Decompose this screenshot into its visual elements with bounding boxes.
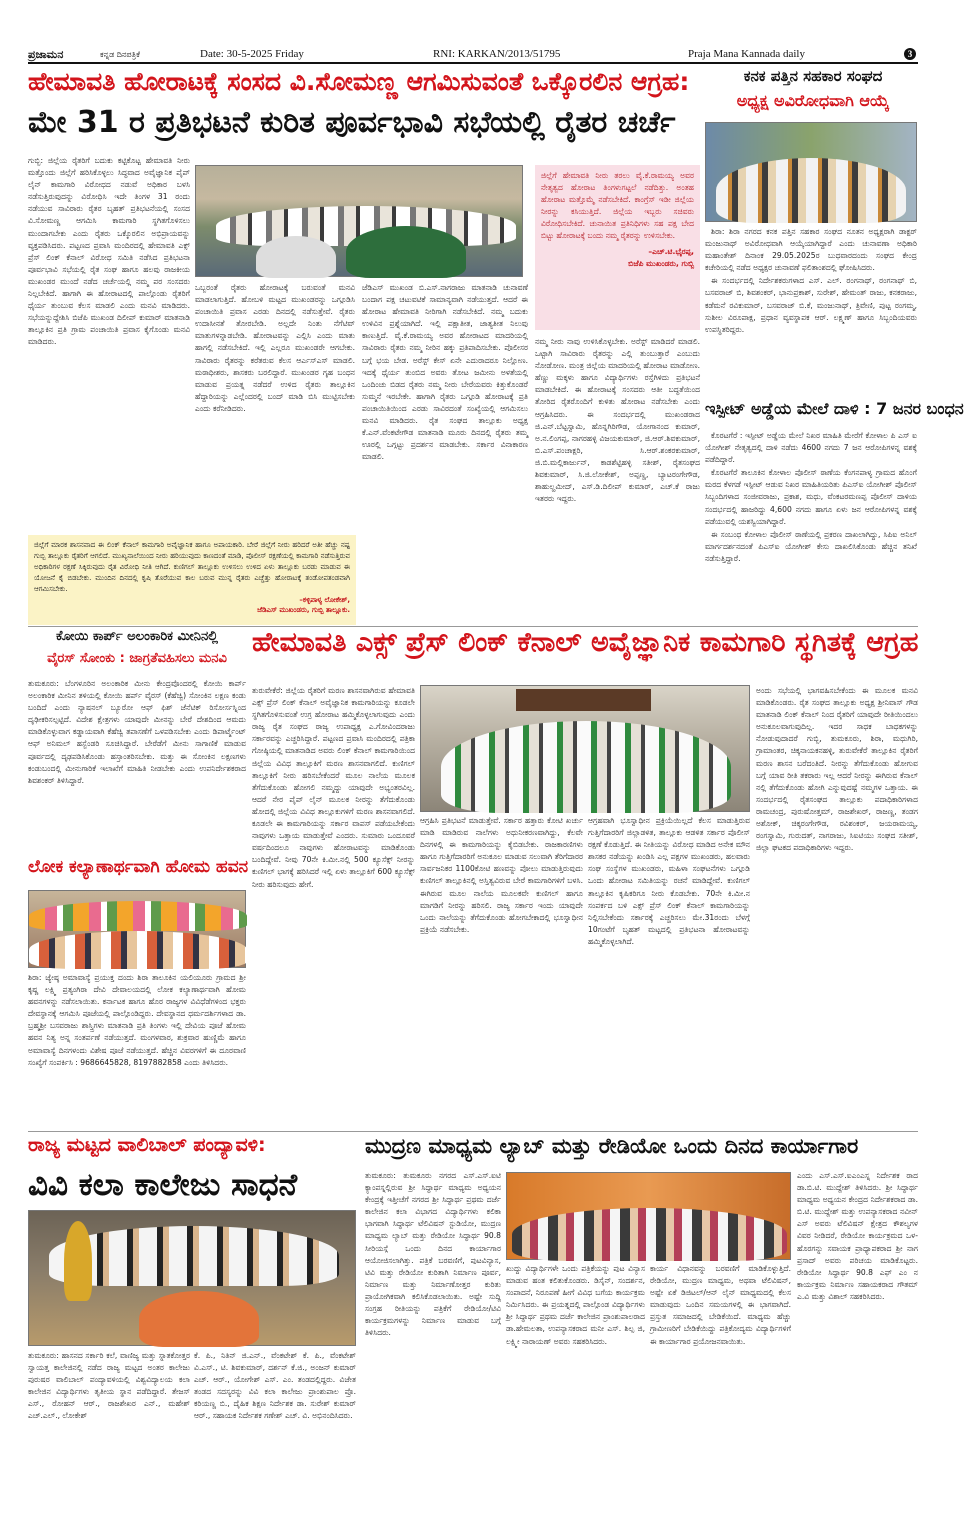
paper-logo: ಪ್ರಜಾಮನ [28,48,64,61]
raid-headline: ಇಸ್ಪೀಟ್ ಅಡ್ಡೆಯ ಮೇಲೆ ದಾಳಿ : 7 ಜನರ ಬಂಧನ [705,399,964,418]
kanaka-para-1: ಶಿರಾ: ಶಿರಾ ನಗರದ ಕನಕ ಪತ್ತಿನ ಸಹಕಾರ ಸಂಘದ ನೂತನ ಅಧ್ಯಕ್ಷರಾಗಿ ಡಾಕ್ಟರ್ ಮಂಜುನಾಥ್ ಅವಿರೋಧವಾಗಿ ಆಯ್ಕೆಯಾಗಿದ್ದಾರೆ ಎಂದು ಚುನಾವಣಾ ಅಧಿಕಾರಿ ಮಹಾಂತೇಶ್ ದಿನಾಂಕ 29.05.2025ರ ಬುಧವಾರದಂದು ಸಂಘದ ಕೇಂದ್ರ ಕಚೇರಿಯಲ್ಲಿ ನಡೆದ ಅಧ್ಯಕ್ಷರ ಚುನಾವಣೆ ಫಲಿತಾಂಶದಲ್ಲಿ ಘೋಷಿಸಿದರು. [705,227,917,273]
quote-byline-name: –ಎಚ್.ಟಿ.ಭೈರಪ್ಪ, [648,247,694,256]
canal-headline: ಹೇಮಾವತಿ ಎಕ್ಸ್ ಪ್ರೆಸ್ ಲಿಂಕ್ ಕೆನಾಲ್ ಅವೈಜ್ಞಾನಿಕ ಕಾಮಗಾರಿ ಸ್ಥಗಿತಕ್ಕೆ ಆಗ್ರಹ [252,627,919,658]
lead-column-4: ನಮ್ಮ ನೀರು ನಾವು ಉಳಿಸಿಕೊಳ್ಳಬೇಕು. ಅರೆಸ್ಟ್ ಮಾಡಿದರೆ ಮಾಡಲಿ. ಒಟ್ಟಾಗಿ ಸಾವಿರಾರು ರೈತರನ್ನು ಎಲ್ಲಿ ತುಂಬುತ್ತಾರೆ ಎಂಬುದು ನೋಡೋಣ. ಮಂತ್ರ ಜಿಲ್ಲೆಯ ಮಾದರಿಯಲ್ಲಿ ಹೋರಾಟ ಮಾಡೋಣ. ಹೆಣ್ಣು ಮಕ್ಕಳು ಹಾಗೂ ವಿದ್ಯಾರ್ಥಿಗಳು ರಸ್ತೆಗಿಳಿದು ಪ್ರತಿಭಟನೆ ಮಾಡಬೇಕಿದೆ. ಈ ಹೋರಾಟಕ್ಕೆ ಸಂಸದರು ಆತೀ ಬದ್ಧತೆಯಿಂದ ತೋರಿದ ರೈತರೊಂದಿಗೆ ಕುಳಿತು ಹೋರಾಟ ನಡೆಸಬೇಕು ಎಂದು ಆಗ್ರಹಿಸಿದರು. ಈ ಸಂದರ್ಭದಲ್ಲಿ ಮುಖಂಡರಾದ ಜಿ.ಎನ್.ಬೆಟ್ಟಸ್ವಾಮಿ, ಹೊನ್ನಗಿರಿಗೌಡ, ಯೋಗಾನಂದ ಕುಮಾರ್, ಅ.ನ.ಲಿಂಗಪ್ಪ, ನಾಗರಹಳ್ಳಿ ವಿಜಯಕುಮಾರ್, ಜಿ.ಆರ್.ಶಿವಕುಮಾರ್, ಬಿ.ಎಸ್.ಪಂಚಾಕ್ಷರಿ, ಸಿ.ಆರ್.ಶಂಕರಕುಮಾರ್, ಜಿ.ಬಿ.ಮಲ್ಲಿಕಾರ್ಜುನ್, ಕಾಡಶೆಟ್ಟಿಹಳ್ಳಿ ಸತೀಶ್, ರೈತಸಂಘದ ಶಿವಕುಮಾರ್, ಸಿ.ಜಿ.ಲೋಕೇಶ್, ಅಪ್ಪಣ್ಣ, ಬ್ಯಾಟರಂಗೇಗೌಡ, ಶಾಹುಲ್ಹಮೀದ್, ಎಸ್.ಡಿ.ದಿಲೀಪ್ ಕುಮಾರ್, ಎಚ್.ಕೆ ರಾಜು ಇತರರು ಇದ್ದರು. [535,337,700,504]
volley-photo-team-trophy [28,1210,356,1346]
homa-body: ಶಿರಾ: ಜ್ಯೇಷ್ಠ ಅಮಾವಾಸ್ಯೆ ಪ್ರಯುಕ್ತ ದಂದು ಶಿರಾ ತಾಲೂಕಿನ ಯಲಿಯೂರು ಗ್ರಾಮದ ಶ್ರೀ ಕೃಷ್ಣ ಲಕ್ಷ್ಮಿ ಪ್ರತ್ಯಂಗಿರಾ ದೇವಿ ದೇವಾಲಯದಲ್ಲಿ ಲೋಕ ಕಲ್ಯಾಣಾರ್ಥವಾಗಿ ಹೋಮ ಹವನಗಳನ್ನು ನಡೆಸಲಾಯಿತು. ಕರ್ನಾಟಕ ಹಾಗೂ ಹೊರ ರಾಜ್ಯಗಳ ವಿವಿಧೆಡೆಗಳಿಂದ ಭಕ್ತರು ದೇವಸ್ಥಾನಕ್ಕೆ ಆಗಮಿಸಿ ಪೂಜೆಯಲ್ಲಿ ಪಾಲ್ಗೊಂಡಿದ್ದರು. ದೇವಸ್ಥಾನದ ಧರ್ಮದರ್ಶಿಗಳಾದ ಡಾ. ಬ್ರಹ್ಮಶ್ರೀ ಬಸವರಾಜು ಶಾಸ್ತ್ರಿಗಳು ಮಾತನಾಡಿ ಪ್ರತಿ ತಿಂಗಳು ಇಲ್ಲಿ ದೇವಿಯ ಪೂಜೆ ಹೋಮ ಹವನ ನಿತ್ಯ ಅನ್ನ ಸಂತರ್ಪಣೆ ನಡೆಯುತ್ತದೆ. ಮಂಗಳವಾರ, ಶುಕ್ರವಾರ ಹುಣ್ಣಿಮೆ ಹಾಗೂ ಅಮಾವಾಸ್ಯೆ ದಿನಗಳಂದು ವಿಶೇಷ ಪೂಜೆ ನಡೆಯುತ್ತದೆ. ಹೆಚ್ಚಿನ ವಿವರಗಳಿಗೆ ಈ ದೂರವಾಣಿ ಸಂಖ್ಯೆಗೆ ಸಂಪರ್ಕಿಸಿ : 9686645828, 8197882858 ಎಂದು ತಿಳಿಸಿದರು. [28,973,246,1067]
lead-column-3: ಜೆಡಿಎಸ್ ಮುಖಂಡ ಬಿ.ಎಸ್.ನಾಗರಾಜು ಮಾತನಾಡಿ ಚುನಾವಣೆ ಬಂದಾಗ ಪಕ್ಷ ಚಟುವಟಿಕೆ ಸಾಮಾನ್ಯವಾಗಿ ನಡೆಯುತ್ತದೆ. ಆದರೆ ಈ ಹೋರಾಟ ಹೇಮಾವತಿ ನೀರಿಗಾಗಿ ನಡೆಸಬೇಕಿದೆ. ನಮ್ಮ ಬದುಕು ಉಳಿವಿನ ಪ್ರಶ್ನೆಯಾಗಿದೆ. ಇಲ್ಲಿ ಪಕ್ಷಾತೀತ, ಜಾತ್ಯತೀತ ನಿಲುವು ಕಾಣುತ್ತಿದೆ. ವೈ.ಕೆ.ರಾಮಯ್ಯ ಅವರ ಹೋರಾಟದ ಮಾದರಿಯಲ್ಲಿ ಸಾವಿರಾರು ರೈತರು ನಮ್ಮ ನೀರಿನ ಹಕ್ಕು ಪ್ರತಿಪಾದಿಸಬೇಕು. ಪೊಲೀಸರ ಬಗ್ಗೆ ಭಯ ಬೇಡ. ಅರೆಸ್ಟ್ ಕೇಸ್ ಏನೇ ಎದುರಾದರೂ ನಿಲ್ಲೋಣ. ಇದಕ್ಕೆ ಧೈರ್ಯ ತುಂಬಿದ ಅವರು ತೋಟ ಜಮೀನು ಅಳತೆಯಲ್ಲಿ ಒಂದಿಂಚು ಬಿಡದ ರೈತರು ನಮ್ಮ ನೀರು ಬೇರೆಯವರು ಕಿತ್ತುಕೊಂಡರೆ ಸುಮ್ಮನೆ ಇರಬೇಕೇ. ಹಾಗಾಗಿ ರೈತರು ಒಗ್ಗೂಡಿ ಹೋರಾಟಕ್ಕೆ ಪ್ರತಿ ಪಂಚಾಯಿತಿಯಿಂದ ಎರಡು ಸಾವಿರದಂತೆ ಸಂಖ್ಯೆಯಲ್ಲಿ ಆಗಮಿಸಲು ಮನವಿ ಮಾಡಿದರು. ರೈತ ಸಂಘದ ತಾಲ್ಲೂಕು ಅಧ್ಯಕ್ಷ ಕೆ.ಎನ್.ವೆಂಕಟೇಗೌಡ ಮಾತನಾಡಿ ಮೂರು ದಿನದಲ್ಲಿ ರೈತರು ತಮ್ಮ ಊರಲ್ಲಿ ಒಗ್ಗಟ್ಟು ಪ್ರದರ್ಶನ ಮಾಡಬೇಕು. ಸರ್ಕಾರ ವಿನಾಕಾರಣ ಮಾಡಲಿ. [362,283,528,462]
volley-column-2: ಕೆ. ಪಿ., ನಿತಿನ್ ಜಿ.ಎನ್., ವೆಂಕಟೇಶ್ ಕೆ. ಪಿ., ವೆಂಕಟೇಶ್ ವಿ.ಎಸ್., ಟಿ. ಶಿವಕುಮಾರ್, ದರ್ಶನ್ ಕೆ.ಜಿ., ಅಂಜನ್ ಕುಮಾರ್ ಎಚ್. ಆರ್., ಯೋಗೇಶ್ ಎಸ್. ಎಂ. ತಂಡದಲ್ಲಿದ್ದರು. ವಿಜೇತ ತಂಡದ ಸದಸ್ಯರನ್ನು ವಿವಿ ಕಲಾ ಕಾಲೇಜು ಪ್ರಾಂಶುಪಾಲ ಪ್ರೊ. ಕರಿಯಣ್ಣ ಬಿ., ದೈಹಿಕ ಶಿಕ್ಷಣ ನಿರ್ದೇಶಕ ಡಾ. ಸುರೇಶ್ ಕುಮಾರ್ ಆರ್., ಸಹಾಯಕ ನಿರ್ದೇಶಕ ಗಣೇಶ್ ಎಚ್. ವಿ. ಅಭಿನಂದಿಸಿದರು. [194,1351,356,1421]
volley-kicker: ರಾಜ್ಯ ಮಟ್ಟದ ವಾಲಿಬಾಲ್ ಪಂದ್ಯಾವಳಿ: [28,1134,266,1156]
raid-para-1: ಕೊರಟಗೆರೆ : ಇಸ್ಪೀಟ್ ಅಡ್ಡೆಯ ಮೇಲೆ ನಿಖರ ಮಾಹಿತಿ ಮೇರೆಗೆ ಕೋಳಾಲ ಪಿ ಎಸ್ ಐ ಯೋಗೀಶ್ ನೇತೃತ್ವದಲ್ಲಿ ದಾಳಿ ನಡೆದು 4600 ನಗದು 7 ಜನ ಆರೋಪಿಗಳನ್ನ ವಶಕ್ಕೆ ಪಡೆದಿದ್ದಾರೆ. [705,431,917,465]
raid-para-3: ಈ ಸಂಬಂಧ ಕೋಳಾಲ ಪೊಲೀಸ್ ಠಾಣೆಯಲ್ಲಿ ಪ್ರಕರಣ ದಾಖಲಾಗಿದ್ದು, ಸಿಪಿಐ ಅನಿಲ್ ಮಾರ್ಗದರ್ಶನದಂತೆ ಪಿಎಸ್ಐ ಯೋಗೀಶ್ ಕೇಸು ದಾಖಲಿಸಿಕೊಂಡು ಹೆಚ್ಚಿನ ತನಿಖೆ ನಡೆಸುತ್ತಿದ್ದಾರೆ. [705,529,917,563]
lead-photo-farmers-meeting [195,165,523,277]
quote-box-bhairappa [535,165,700,330]
masthead [28,48,918,64]
lead-kicker: ಹೇಮಾವತಿ ಹೋರಾಟಕ್ಕೆ ಸಂಸದ ವಿ.ಸೋಮಣ್ಣ ಆಗಮಿಸುವಂತೆ ಒಕ್ಕೊರಲಿನ ಆಗ್ರಹ: [28,67,690,96]
koi-subtitle: ವೈರಸ್ ಸೋಂಕು : ಜಾಗ್ರತೆವಹಿಸಲು ಮನವಿ [47,651,227,666]
media-column-1: ತುಮಕೂರು: ತುಮಕೂರು ನಗರದ ಎಸ್.ಎಸ್.ಐಟಿ ಕ್ಯಾಂಪಸ್ನಲ್ಲಿರುವ ಶ್ರೀ ಸಿದ್ಧಾರ್ಥ ಮಾಧ್ಯಮ ಅಧ್ಯಯನ ಕೇಂದ್ರಕ್ಕೆ ಇತ್ತೀಚೆಗೆ ನಗರದ ಶ್ರೀ ಸಿದ್ಧಾರ್ಥ ಪ್ರಥಮ ದರ್ಜೆ ಕಾಲೇಜಿನ ಕಲಾ ವಿಭಾಗದ ವಿದ್ಯಾರ್ಥಿಗಳು ಕಲಿಕಾ ಭಾಗವಾಗಿ ಸಿದ್ಧಾರ್ಥ ಟೆಲಿವಿಷನ್ ಸ್ಟುಡಿಯೋ, ಮುದ್ರಣ ಮಾಧ್ಯಮ ಲ್ಯಾಬ್ ಮತ್ತು ರೇಡಿಯೋ ಸಿದ್ಧಾರ್ಥ 90.8 ಸೀರಿಯಸ್ಗೆ ಒಂದು ದಿನದ ಕಾರ್ಯಾಗಾರ ಆಯೋಜಿಸಲಾಗಿತ್ತು. ಪತ್ರಿಕೆ ಬರವಣಿಗೆ, ಪುಟವಿನ್ಯಾಸ, ಟಿವಿ ಮತ್ತು ರೇಡಿಯೋ ಕುರಿತಾಗಿ ನಿರ್ಮಾಣ ಪೂರ್ವ, ನಿರ್ಮಾಣ ಮತ್ತು ನಿರ್ಮಾಣೋತ್ತರ ಕುರಿತು ಪ್ರಾಯೋಗಿಕವಾಗಿ ಕಲಿಸಿಕೊಡಲಾಯಿತು. ಅಷ್ಟೇ ಸುದ್ದಿ ಸಂಗ್ರಹ ರೀತಿಯನ್ನು ಪತ್ರಿಕೆಗೆ ರೇಡಿಯೋ/ಟಿವಿ ಕಾರ್ಯಕ್ರಮಗಳನ್ನು ನಿರ್ಮಾಣ ಮಾಡುವ ಬಗ್ಗೆ ತಿಳಿಸಿದರು. [365,1171,501,1338]
canal-column-3: ಆಗ್ರಹವಾಗಿ ಭೂಸ್ವಾಧೀನ ಪ್ರಕ್ರಿಯೆಯಿಲ್ಲದೆ ಕೆಲಸ ಮಾಡುತ್ತಿರುವ ಗುತ್ತಿಗೆದಾರರಿಗೆ ಜಿಲ್ಲಾಡಳಿತ, ತಾಲ್ಲೂಕು ಆಡಳಿತ ಸರ್ಕಾರ ಪೊಲೀಸ್ ರಕ್ಷಣೆ ಕೊಡುತ್ತಿದೆ. ಈ ನೀತಿಯನ್ನು ವಿರೋಧ ಮಾಡಿದ ಅನೇಕ ಮೌನ ಶಾಸಕರ ನಡೆಯನ್ನು ಖಂಡಿಸಿ ಎಲ್ಲ ಪಕ್ಷಗಳ ಮುಖಂಡರು, ಹಲವಾರು ಸಂಘ ಸಂಸ್ಥೆಗಳ ಮುಖಂಡರು, ಮಹಿಳಾ ಸಂಘಟನೆಗಳು ಒಗ್ಗೂಡಿ ಒಂದು ಹೋರಾಟ ಸಮಿತಿಯನ್ನು ರಚನೆ ಮಾಡಿದ್ದೇವೆ. ಕುಣಿಗಲ್ ತಾಲ್ಲೂಕಿನ ಕೃಷಿಕರಿಗೂ ನೀರು ಕೊಡಬೇಕು. 70ನೇ ಕಿ.ಮೀ.ನ ಸಂಪರ್ಕದ ಬಳಿ ಎಕ್ಸ್ ಪ್ರೆಸ್ ಲಿಂಕ್ ಕೆನಾಲ್ ಕಾಮಗಾರಿಯನ್ನು ನಿಲ್ಲಿಸಬೇಕೆಂದು ಸರ್ಕಾರಕ್ಕೆ ಎಚ್ಚರಿಸಲು ಮೇ.31ರಂದು ಬೆಳಗ್ಗೆ 10ಗಂಟೆಗೆ ಬೃಹತ್ ಮಟ್ಟದಲ್ಲಿ ಪ್ರತಿಭಟನಾ ಹೋರಾಟವನ್ನು ಹಮ್ಮಿಕೊಳ್ಳಲಾಗಿದೆ. [588,816,750,946]
quote-box-lokesh [28,535,356,625]
kanaka-para-2: ಈ ಸಂದರ್ಭದಲ್ಲಿ ನಿರ್ದೇಶಕರುಗಳಾದ ಎಸ್. ಎಲ್. ರಂಗನಾಥ್, ರಂಗನಾಥ್ ಬಿ, ಬಸವರಾಜ್ ಬಿ, ಶಿವಶಂಕರ್, ಭಾನುಪ್ರಕಾಶ್, ಸುರೇಶ್, ಹೇಮಂತ್ ರಾಜು, ಕನಕರಾಜು, ಕಡೆಮನೆ ರವಿಕುಮಾರ್, ಬಸವರಾಜ್ ಬಿ.ಕೆ, ಮಂಜುನಾಥ್, ತ್ರಿವೇಣಿ, ಪುಟ್ಟ ರಂಗಮ್ಮ, ಸುಶೀಲ ವಿರೂಪಾಕ್ಷ, ಪ್ರಧಾನ ವ್ಯವಸ್ಥಾಪಕ ಆರ್. ಲಕ್ಷ್ಮಣ್ ಹಾಗೂ ಸಿಬ್ಬಂದಿಯವರು ಉಪಸ್ಥಿತರಿದ್ದರು. [705,276,917,334]
issue-date: Date: 30-5-2025 Friday [200,48,304,60]
koi-title: ಕೋಯಿ ಕಾರ್ಪ್ ಅಲಂಕಾರಿಕ ಮೀನಿನಲ್ಲಿ [55,629,219,644]
lead-column-1: ಗುಬ್ಬಿ: ಜಿಲ್ಲೆಯ ರೈತರಿಗೆ ಬದುಕು ಕಟ್ಟಿಕೊಟ್ಟ ಹೇಮಾವತಿ ನೀರು ಮತ್ತೊಂದು ಜಿಲ್ಲೆಗೆ ಹರಿಸಿಕೊಳ್ಳಲು ಸಿದ್ಧವಾದ ಅವೈಜ್ಞಾನಿಕ ಪೈಪ್ ಲೈನ್ ಕಾಮಗಾರಿ ವಿರೋಧದ ನಡುವೆ ಅಧಿಕಾರ ಬಳಸಿ ನಡೆಸುತ್ತಿರುವುದನ್ನು ವಿರೋಧಿಸಿ ಇದೇ ತಿಂಗಳ 31 ರಂದು ನಡೆಯುವ ಸಾವಿರಾರು ರೈತರ ಬೃಹತ್ ಪ್ರತಿಭಟನೆಯಲ್ಲಿ ಸಂಸದ ವಿ.ಸೋಮಣ್ಣ ಆಗಮಿಸಿ ಕಾಮಗಾರಿ ಸ್ಥಗಿತಗೊಳಿಸಲು ಮುಂದಾಗಬೇಕು ಎಂದು ರೈತರು ಒಕ್ಕೊರಲಿನ ಅಭಿಪ್ರಾಯವನ್ನು ವ್ಯಕ್ತಪಡಿಸಿದರು. ಪಟ್ಟಣದ ಪ್ರವಾಸಿ ಮಂದಿರದಲ್ಲಿ ಹೇಮಾವತಿ ಎಕ್ಸ್ ಪ್ರೆಸ್ ಲಿಂಕ್ ಕೆನಾಲ್ ವಿರೋಧ ಸಮಿತಿ ನಡೆಸಿದ ಪ್ರತಿಭಟನಾ ಪೂರ್ವಭಾವಿ ಸಭೆಯಲ್ಲಿ ರೈತ ಸಂಘ ಹಾಗೂ ಹಲವು ರಾಜಕೀಯ ಮುಖಂಡರ ಮುಂದೆ ನಡೆದ ಚರ್ಚೆಯಲ್ಲಿ ನಮ್ಮ ಪರ ಸಂಸದರು ನಿಲ್ಲಬೇಕಿದೆ. ಹಾಗಾಗಿ ಈ ಹೋರಾಟದಲ್ಲಿ ಪಾಲ್ಗೊಂಡು ರೈತರಿಗೆ ಧೈರ್ಯ ತುಂಬುವ ಕೆಲಸ ಮಾಡಲಿ ಎಂದು ಮನವಿ ಮಾಡಿದರು. ಸಭೆಯನ್ನುದ್ದೇಶಿಸಿ ಬಿಜೆಪಿ ಮುಖಂಡ ದಿಲೀಪ್ ಕುಮಾರ್ ಮಾತನಾಡಿ ತಾಲ್ಲೂಕಿನ ಪ್ರತಿ ಗ್ರಾಮ ಪಂಚಾಯಿತಿ ಪ್ರವಾಸ ಕೈಗೊಂಡು ಮನವಿ ಮಾಡಿದರು. [28,156,190,347]
quote-byline-role: ಜೆಡಿಎಸ್ ಮುಖಂಡರು, ಗುಬ್ಬಿ ತಾಲ್ಲೂಕು. [257,606,350,614]
media-photo-workshop [506,1172,791,1260]
homa-photo-procession [28,890,246,968]
kanaka-photo-garlanded-members [705,122,917,222]
media-column-3: ಕಾರ್ಯ ವಿಧಾನವನ್ನು ಬರವಣಿಗೆ ಮಾಡಿಕೊಳ್ಳುತ್ತಿದೆ. ರೇಡಿಯೋ, ಮುದ್ರಣ ಮಾಧ್ಯಮ, ಅಥವಾ ಟೆಲಿವಿಷನ್, ಅಷ್ಟೇ ಏಕೆ ಡಿಜಿಟಲ್/ಆನ್ ಲೈನ್ ಮಾಧ್ಯಮದಲ್ಲಿ ಕೆಲಸ ಮಾಡುವುದು ಒಂದಿನ ಸಮಯಗಳಲ್ಲಿ ಈ ಭಾಗವಾಗಿದೆ. ಪ್ರಸ್ತುತ ಸಮಾಜದಲ್ಲಿ ಬೇಡಿಕೆಯಿದೆ. ಮಾಧ್ಯಮ ಹೆಚ್ಚು ಗ್ರಾಮೀಣರಿಗೆ ಬೇಡಿಕೆಯಿದ್ದು ಪತ್ರಿಕೋದ್ಯಮ ವಿದ್ಯಾರ್ಥಿಗಳಿಗೆ ಈ ಕಾರ್ಯಾಗಾರ ಪ್ರಯೋಜನವಾಯಿತು. [650,1264,791,1346]
paper-tagline: ಕನ್ನಡ ದಿನಪತ್ರಿಕೆ [100,50,141,59]
quote-text: ಜಿಲ್ಲೆಗೆ ಮಾರಕ ಶಾಸನವಾದ ಈ ಲಿಂಕ್ ಕೆನಾಲ್ ಕಾಮಗಾರಿ ಅವೈಜ್ಞಾನಿಕ ಹಾಗೂ ಅಪಾಯಕಾರಿ. ಬೇರೆ ಜಿಲ್ಲೆಗೆ ನೀರು ಹರಿದರೆ ಅತೀ ಹೆಚ್ಚು ನಷ್ಟ ಗುಬ್ಬಿ ತಾಲ್ಲೂಕು ರೈತರಿಗೆ ಆಗಲಿದೆ. ಮುಖ್ಯನಾಲೆಯಿಂದ ನೀರು ಹರಿಯುವುದು ಕಾಣದಂತೆ ಮಾಡಿ, ಪೊಲೀಸ್ ರಕ್ಷಣೆಯಲ್ಲಿ ಕಾಮಗಾರಿ ನಡೆಸುತ್ತಿರುವ ಅಧಿಕಾರಿಗಳ ರಕ್ಷಣೆ ಸಿಕ್ಕಿರುವುದು ರೈತ ವಿರೋಧಿ ನೀತಿ ಆಗಿದೆ. ಕುಣಿಗಲ್ ತಾಲ್ಲೂಕು ಉಳಿಸಲು ಉಳಿದ ಏಳು ತಾಲ್ಲೂಕು ಬರಡು ಮಾಡುವ ಈ ಯೋಜನೆ ಕೈ ಬಿಡಬೇಕು. ಮುಂದಿನ ದಿನದಲ್ಲಿ ಕೃಷಿ ತೊರೆಯುವ ಕಾಲ ಬರುವ ಮುನ್ನ ರೈತರು ಎಚ್ಚೆತ್ತು ಹೋರಾಟಕ್ಕೆ ತಂಡೋಪತಂಡವಾಗಿ ಆಗಮಿಸಬೇಕು. [34,541,350,593]
quote-text: ಜಿಲ್ಲೆಗೆ ಹೇಮಾವತಿ ನೀರು ತರಲು ವೈ.ಕೆ.ರಾಮಯ್ಯ ಅವರ ನೇತೃತ್ವದ ಹೋರಾಟ ತಿಂಗಳುಗಟ್ಟಲೆ ನಡೆದಿತ್ತು. ಅಂತಹ ಹೋರಾಟ ಮತ್ತೊಮ್ಮೆ ನಡೆಸಬೇಕಿದೆ. ಕಾಂಗ್ರೆಸ್ ಇಡೀ ಜಿಲ್ಲೆಯ ನೀರನ್ನು ಕಸಿಯುತ್ತಿದೆ. ಜಿಲ್ಲೆಯ ಇಬ್ಬರು ಸಚಿವರು ವಿರೋಧಿಸಬೇಕಿದೆ. ಚುನಾಯಿತ ಪ್ರತಿನಿಧಿಗಳು ಸಹ ಪಕ್ಷ ಬೇದ ಬಿಟ್ಟು ಹೋರಾಟಕ್ಕೆ ಬಂದು ನಮ್ಮ ರೈತರನ್ನು ಉಳಿಸಬೇಕು. [541,171,694,240]
lead-column-2: ಒಬ್ಬರಂತೆ ರೈತರು ಹೋರಾಟಕ್ಕೆ ಬರುವಂತೆ ಮನವಿ ಮಾಡಲಾಗುತ್ತಿದೆ. ಹೋಬಳಿ ಮಟ್ಟದ ಮುಖಂಡರನ್ನು ಒಗ್ಗೂಡಿಸಿ ಪಂಚಾಯಿತಿ ಪ್ರವಾಸ ಎರಡು ದಿನದಲ್ಲಿ ನಡೆಸುತ್ತೇವೆ. ರೈತರು ಉದಾಸೀನತೆ ತೋರಬೇಡಿ. ಅಲ್ಲದೇ ನಿಂತು ನೆಗೆಟಿವ್ ಮಾತುಗಳನ್ನಾಡಬೇಡಿ. ಹೋರಾಟವನ್ನು ಎಲ್ಲಿಸಿ ಎಂದು ಮಾತು ಹಾಗಲ್ಲಿ ನಡೆಸಬೇಕಿದೆ. ಇಲ್ಲಿ ಎಲ್ಲರೂ ಮುಖಂಡರೇ ಆಗಬೇಕು. ಸಾವಿರಾರು ರೈತರನ್ನು ಕರೆತರುವ ಕೆಲಸ ಆರ್ಎಸ್ಎಸ್ ಮಾಡಲಿ. ಮಠಾಧೀಶರು, ಶಾಸಕರು ಬರಲಿದ್ದಾರೆ. ಮುಖಂಡರ ಗೃಹ ಬಂಧನ ಮಾಡುವ ಪ್ರಯತ್ನ ನಡೆದರೆ ಉಳಿದ ರೈತರು ತಾಲ್ಲೂಕಿನ ಹೆದ್ದಾರಿಯನ್ನು ಎಲ್ಲೆಂದರಲ್ಲಿ ಬಂದ್ ಮಾಡಿ ಬಿಸಿ ಮುಟ್ಟಿಸಬೇಕು ಎಂದು ಕರೆನೀಡಿದರು. [195,283,355,413]
media-column-2: ಖುದ್ದು ವಿದ್ಯಾರ್ಥಿಗಳೇ ಒಂದು ಪತ್ರಿಕೆಯನ್ನು ಪುಟ ವಿನ್ಯಾಸ ಮಾಡುವ ಹಂತ ಕಲಿತುಕೊಂಡರು. ಡಿಸೈನ್, ಸಂದರ್ಶನ, ಸಂಪಾದನೆ, ನಿರೂಪಣೆ ಹೀಗೆ ವಿವಿಧ ಬಗೆಯ ಕಾರ್ಯಕ್ರಮ ನಿರ್ಮಿಸಿದರು. ಈ ಪ್ರಯತ್ನದಲ್ಲಿ ಪಾಲ್ಗೊಂಡ ವಿದ್ಯಾರ್ಥಿಗಳು ಶ್ರೀ ಸಿದ್ಧಾರ್ಥ ಪ್ರಥಮ ದರ್ಜೆ ಕಾಲೇಜಿನ ಪ್ರಾಂಶುಪಾಲರಾದ ಡಾ.ಹೇಮಲತಾ, ಉಪನ್ಯಾಸಕರಾದ ಮನೀ ಎಸ್. ಶಿಲ್ಪ ಜಿ, ಲಕ್ಷ್ಮೀ ನಾರಾಯಣ್ ಅವರು ಸಹಕರಿಸಿದರು. [506,1264,645,1346]
page-number: 3 [904,48,916,60]
kanaka-title: ಕನಕ ಪತ್ತಿನ ಸಹಕಾರ ಸಂಘದ [743,67,883,85]
canal-photo-press-meet [420,685,750,812]
quote-byline-name: –ಕಳ್ಳಿಪಾಳ್ಯ ಲೋಕೇಶ್, [299,596,350,604]
kanaka-body [705,226,917,396]
media-headline: ಮುದ್ರಣ ಮಾಧ್ಯಮ ಲ್ಯಾಬ್ ಮತ್ತು ರೇಡಿಯೋ ಒಂದು ದಿನದ ಕಾರ್ಯಾಗಾರ [365,1134,859,1158]
homa-headline: ಲೋಕ ಕಲ್ಯಾಣಾರ್ಥವಾಗಿ ಹೋಮ ಹವನ [28,857,249,877]
media-column-4: ಎಂದು ಎಸ್.ಎಸ್.ಐಎಂಎಸ್ನ ನಿರ್ದೇಶಕ ರಾದ ಡಾ.ಬಿ.ಟಿ. ಮುದ್ದೇಶ್ ತಿಳಿಸಿದರು. ಶ್ರೀ ಸಿದ್ಧಾರ್ಥ ಮಾಧ್ಯಮ ಅಧ್ಯಯನ ಕೇಂದ್ರದ ನಿರ್ದೇಶಕರಾದ ಡಾ. ಬಿ.ಟಿ. ಮುದ್ದೇಶ್ ಮತ್ತು ಉಪನ್ಯಾಸಕರಾದ ನವೀನ್ ಎಸ್ ಅವರು ಟೆಲಿವಿಷನ್ ಕ್ಷೇತ್ರದ ಕೌಶಲ್ಯಗಳ ವಿವರ ನೀಡಿದರೆ, ರೇಡಿಯೋ ಕಾರ್ಯಕ್ರಮದ ಒಳ-ಹೊರಗನ್ನು ಸವಾಯಕ ಪ್ರಾಧ್ಯಾಪಕರಾದ ಶ್ರೀ ನಾಗ ಪ್ರಸಾದ್ ಅವರು ಪರಿಚಯ ಮಾಡಿಕೊಟ್ಟರು. ರೇಡಿಯೋ ಸಿದ್ಧಾರ್ಥ 90.8 ಎಫ್ ಎಂ ನ ಕಾರ್ಯಕ್ರಮ ನಿರ್ಮಾಣ ಸಹಾಯಕರಾದ ಗೌತಮ್ ಎ.ವಿ ಮತ್ತು ವಿಶಾಲ್ ಸಹಕರಿಸಿದರು. [797,1171,918,1301]
paper-name: Praja Mana Kannada daily [688,48,805,60]
volley-headline: ವಿವಿ ಕಲಾ ಕಾಲೇಜು ಸಾಧನೆ [28,1167,298,1203]
volley-column-1: ತುಮಕೂರು: ಹಾಸನದ ಸರ್ಕಾರಿ ಕಲೆ, ವಾಣಿಜ್ಯ ಮತ್ತು ಸ್ನಾತಕೋತ್ತರ ಸ್ವಾಯತ್ತ ಕಾಲೇಜಿನಲ್ಲಿ ನಡೆದ ರಾಜ್ಯ ಮಟ್ಟದ ಅಂತರ ಕಾಲೇಜು ಪುರುಷರ ವಾಲಿಬಾಲ್ ಪಂದ್ಯಾವಳಿಯಲ್ಲಿ ವಿಶ್ವವಿದ್ಯಾಲಯ ಕಲಾ ಕಾಲೇಜಿನ ವಿದ್ಯಾರ್ಥಿಗಳು ತೃತೀಯ ಸ್ಥಾನ ಪಡೆದಿದ್ದಾರೆ. ತೇಜಸ್ ಎಸ್., ರೋಹನ್ ಆರ್., ರಾಜಶೇಖರ ಎನ್., ಮಹೇಶ್ ಎಚ್.ಎಲ್., ಲೋಕೇಶ್ [28,1351,190,1421]
raid-para-2: ಕೊರಟಗೆರೆ ತಾಲೂಕಿನ ಕೋಳಾಲ ಪೊಲೀಸ್ ಠಾಣೆಯ ಕೆಂಗನಪಾಳ್ಯ ಗ್ರಾಮದ ಹೊಂಗೆ ಮರದ ಕೆಳಗಡೆ ಇಸ್ಪೀಟ್ ಆಡುವ ನಿಖರ ಮಾಹಿತಿಯರಿತು ಪಿಎಸ್ಐ ಯೋಗೀಶ್ ಪೊಲೀಸ್ ಸಿಬ್ಬಂದಿಗಳಾದ ಸಂಜೀವರಾಜು, ಪ್ರಕಾಶ, ಮಧು, ವೆಂಕಟರಮಣಪ್ಪ ಪೊಲೀಸ್ ದಾಳಿಯ ಸಂದರ್ಭದಲ್ಲಿ ಹಾಜರಿದ್ದು 4,600 ನಗದು ಹಾಗೂ ಏಳು ಜನ ಆರೋಪಿಗಳನ್ನ ವಶಕ್ಕೆ ಪಡೆಯುವಲ್ಲಿ ಯಶಸ್ವಿಯಾಗಿದ್ದಾರೆ. [705,468,917,526]
kanaka-subtitle: ಅಧ್ಯಕ್ಷ ಅವಿರೋಧವಾಗಿ ಆಯ್ಕೆ [736,91,890,110]
canal-column-2: ಆಗ್ರಹಿಸಿ ಪ್ರತಿಭಟನೆ ಮಾಡುತ್ತೇವೆ. ಸರ್ಕಾರ ಹತ್ತಾರು ಕೋಟಿ ಖರ್ಚು ಮಾಡಿ ಮಾಡಿರುವ ನಾಲೆಗಳು ಅಧುನೀಕರಣವಾಗಿದ್ದು, ಕೆಲವೇ ದಿನಗಳಲ್ಲಿ ಈ ಕಾಮಗಾರಿಯನ್ನು ಕೈಬಿಡಬೇಕು. ರಾಜಕಾರಣಿಗಳು ಹಾಗೂ ಗುತ್ತಿಗೆದಾರರಿಗೆ ಅನುಕೂಲ ಮಾಡುವ ಸಲುವಾಗಿ ತೆರಿಗೆದಾರರ ಸಾರ್ವಜನಿಕರ 1100ಕೋಟಿ ಹಣವನ್ನು ಪೋಲು ಮಾಡುತ್ತಿರುವುದು ಕುಣಿಗಲ್ ತಾಲ್ಲೂಕಿನಲ್ಲಿ ಅಸ್ತಿತ್ವವಿರುವ ಬೇರೆ ಕಾಮಗಾರಿಗಳಿಗೆ ಬಳಸಿ. ಈಗಿರುವ ಮೂಲ ನಾಲೆಯ ಮೂಲಕವೇ ಕುಣಿಗಲ್ ಹಾಗೂ ಮಾಗಡಿಗೆ ನೀರನ್ನು ಹರಿಸಲಿ. ರಾಜ್ಯ ಸರ್ಕಾರ ಇಂದು ಯಾವುದೇ ಒಂದು ನಾಲೆಯನ್ನು ತೆಗೆದುಕೊಂಡು ಹೋಗಬೇಕಾದಲ್ಲಿ ಭೂಸ್ವಾಧೀನ ಪ್ರಕ್ರಿಯೆ ನಡೆಸಬೇಕು. [420,816,583,934]
lead-headline: ಮೇ 31 ರ ಪ್ರತಿಭಟನೆ ಕುರಿತ ಪೂರ್ವಭಾವಿ ಸಭೆಯಲ್ಲಿ ರೈತರ ಚರ್ಚೆ [28,105,676,140]
quote-byline-role: ಬಿಜೆಪಿ ಮುಖಂಡರು, ಗುಬ್ಬಿ [628,259,694,268]
canal-column-1: ತುರುವೇಕೆರೆ: ಜಿಲ್ಲೆಯ ರೈತರಿಗೆ ಮರಣ ಶಾಸನವಾಗಿರುವ ಹೇಮಾವತಿ ಎಕ್ಸ್ ಪ್ರೆಸ್ ಲಿಂಕ್ ಕೆನಾಲ್ ಅವೈಜ್ಞಾನಿಕ ಕಾಮಗಾರಿಯನ್ನು ಕೂಡಲೇ ಸ್ಥಗಿತಗೊಳಿಸುವಂತೆ ಉಗ್ರ ಹೋರಾಟ ಹಮ್ಮಿಕೊಳ್ಳಲಾಗುವುದು ಎಂದು ರಾಜ್ಯ ರೈತ ಸಂಘದ ರಾಜ್ಯ ಉಪಾಧ್ಯಕ್ಷ ಎ.ಗೋವಿಂದರಾಜು ಸರ್ಕಾರವನ್ನು ಎಚ್ಚರಿಸಿದ್ದಾರೆ. ಪಟ್ಟಣದ ಪ್ರವಾಸಿ ಮಂದಿರದಲ್ಲಿ ಪತ್ರಿಕಾ ಗೋಷ್ಠಿಯಲ್ಲಿ ಮಾತನಾಡಿದ ಅವರು ಲಿಂಕ್ ಕೆನಾಲ್ ಕಾಮಗಾರಿಯಿಂದ ಜಿಲ್ಲೆಯ ವಿವಿಧ ತಾಲ್ಲೂಕಿಗೆ ಮರಣ ಶಾಸನವಾಗಲಿದೆ. ಕುಣಿಗಲ್ ತಾಲ್ಲೂಕಿಗೆ ನೀರು ಹರಿಸಬೇಕೆಂದರೆ ಮೂಲ ನಾಲೆಯ ಮೂಲಕ ತೆಗೆದುಕೊಂಡು ಹೋಗಲಿ ನಮ್ಮದ್ದು ಯಾವುದೇ ಅಭ್ಯಂತರವಿಲ್ಲ. ಆದರೆ ನೇರ ಪೈಪ್ ಲೈನ್ ಮೂಲಕ ನೀರನ್ನು ತೆಗೆದುಕೊಂಡು ಹೋದಲ್ಲಿ ಜಿಲ್ಲೆಯ ವಿವಿಧ ತಾಲ್ಲೂಕುಗಳಿಗೆ ಮರಣ ಶಾಸನವಾಗಲಿದೆ. ಕೂಡಲೇ ಈ ಕಾಮಗಾರಿಯನ್ನು ಸರ್ಕಾರ ವಾಪಸ್ ಪಡೆಯಬೇಕೆಂದು ನಾವುಗಳು ಒತ್ತಾಯ ಮಾಡುತ್ತೇವೆ ಎಂದರು. ಸುಮಾರು ಒಂದೂವರೆ ವರ್ಷದಿಂದಲೂ ನಾವುಗಳು ಹೋರಾಟವನ್ನು ಮಾಡಿಕೊಂಡು ಬಂದಿದ್ದೇವೆ. ನೀವು 70ನೇ ಕಿ.ಮೀ.ನಲ್ಲಿ 500 ಕ್ಯೂಸೆಕ್ಸ್ ನೀರನ್ನು ಕುಣಿಗಲ್ ಭಾಗಕ್ಕೆ ಹರಿಸಿದರೆ ಇಲ್ಲಿ ಏಳು ತಾಲ್ಲೂಕಿಗೆ 600 ಕ್ಯೂಸೆಕ್ಸ್ ನೀರು ಹರಿಸುವುದು ಹೇಗೆ. [252,686,415,889]
rni-number: RNI: KARKAN/2013/51795 [433,48,561,60]
koi-body: ತುಮಕೂರು: ಬೆಂಗಳೂರಿನ ಅಲಂಕಾರಿಕ ಮೀನು ಕೇಂದ್ರವೊಂದರಲ್ಲಿ ಕೋಯಿ ಕಾರ್ಪ್ ಅಲಂಕಾರಿಕ ಮೀನಿನ ತಳಿಯಲ್ಲಿ ಕೋಯಿ ಹರ್ಪ್ ವೈರಸ್ (ಕೆಹೆಚ್ವಿ) ಸೋಂಕಿನ ಲಕ್ಷಣ ಕಂಡು ಬಂದಿದೆ ಎಂದು ನ್ಯಾಷನಲ್ ಬ್ಯೂರೋ ಆಫ್ ಫಿಶ್ ಜೆನೆಟಿಕ್ ರಿಸೋರ್ಸಸ್ನಿಂದ ದೃಢೀಕರಿಸಲ್ಪಟ್ಟಿದೆ. ವಿದೇಶ ಕ್ಷೇತ್ರಗಳು ಯಾವುದೇ ಮೀನನ್ನು ಬೇರೆ ದೇಶದಿಂದ ಆಮದು ಮಾಡಿಕೊಳ್ಳುವಾಗ ಕಡ್ಡಾಯವಾಗಿ ಕೆಹೆಚ್ವಿ ತಪಾಸಣೆಗೆ ಒಳಪಡಿಸಬೇಕು ಎಂದು ಡಿಪಾರ್ಟ್ಮೆಂಟ್ ಆಫ್ ಅನಿಮಲ್ ಹಸ್ಬೆಂಡರಿ ಸೂಚಿಸಿದ್ದಾರೆ. ಬೇರೆಡೆಗೆ ಮೀನು ಸಾಗಾಣಿಕೆ ಮಾಡುವ ಪೂರ್ವದಲ್ಲಿ ದೃಢಪಡಿಸಿಕೊಂಡು ಹಸ್ತಾಂತರಿಸಬೇಕು. ಮತ್ತು ಈ ಸೋಂಕಿನ ಲಕ್ಷಣಗಳು ಕಂಡುಬಂದಲ್ಲಿ ಮೀನುಗಾರಿಕೆ ಇಲಾಖೆಗೆ ಮಾಹಿತಿ ನೀಡಬೇಕು ಎಂದು ಉಪನಿರ್ದೇಶಕರಾದ ಶಿವಶಂಕರ್ ತಿಳಿಸಿದ್ದಾರೆ. [28,679,246,785]
raid-body [705,430,917,622]
canal-column-4: ಅಂದು ಸಭೆಯಲ್ಲಿ ಭಾಗವಹಿಸಬೇಕೆಂದು ಈ ಮೂಲಕ ಮನವಿ ಮಾಡಿಕೊಂಡರು. ರೈತ ಸಂಘದ ತಾಲ್ಲೂಕು ಅಧ್ಯಕ್ಷ ಶ್ರೀನಿವಾಸ್ ಗೌಡ ಮಾತನಾಡಿ ಲಿಂಕ್ ಕೆನಾಲ್ ನಿಂದ ರೈತರಿಗೆ ಯಾವುದೇ ರೀತಿಯಿಂದಲು ಅನುಕೂಲವಾಗುವುದಿಲ್ಲ. ಇದರ ಸಾಧಕ ಬಾಧಕಗಳನ್ನು ನೋಡುವುದಾದರೆ ಗುಬ್ಬಿ, ತುಮಕೂರು, ಶಿರಾ, ಮಧುಗಿರಿ, ಗ್ರಾಮಾಂತರ, ಚಿಕ್ಕನಾಯಕನಹಳ್ಳಿ, ತುರುವೇಕೆರೆ ತಾಲ್ಲೂಕಿನ ರೈತರಿಗೆ ಮರಣ ಶಾಸನ ಬರೆದಂತಿದೆ. ನೀರನ್ನು ತೆಗೆದುಕೊಂಡು ಹೋಗುವ ಬಗ್ಗೆ ಯಾವ ರೀತಿ ತಕರಾರು ಇಲ್ಲ ಆದರೆ ನೀರನ್ನು ಈಗಿರುವ ಕೆನಾಲ್ ನಲ್ಲಿ ತೆಗೆದುಕೊಂಡು ಹೋಗಿ ಎನ್ನುವುದಷ್ಟೆ ನಮ್ಮಗಳ ಒತ್ತಾಯ. ಈ ಸಂದರ್ಭದಲ್ಲಿ ರೈತಸಂಘದ ತಾಲ್ಲೂಕು ಪದಾಧಿಕಾರಿಗಳಾದ ರಾಮಚಂದ್ರ, ಪುರುಷೋತ್ತಮ್, ರಾಜಶೇಖರ್, ರಾಜಣ್ಣ, ತಂಡಗ ಅಶೋಕ್, ಚಿಕ್ಕರಂಗೇಗೌಡ, ರವಿಶಂಕರ್, ಜಯರಾಮಯ್ಯ, ರಂಗಸ್ವಾಮಿ, ಗುರುದತ್, ನಾಗರಾಜು, ಸಿಐಟಿಯು ಸಂಘದ ಸತೀಶ್, ಜಿಲ್ಲಾ ಘಟಕದ ಪದಾಧಿಕಾರಿಗಳು ಇದ್ದರು. [756,686,918,853]
